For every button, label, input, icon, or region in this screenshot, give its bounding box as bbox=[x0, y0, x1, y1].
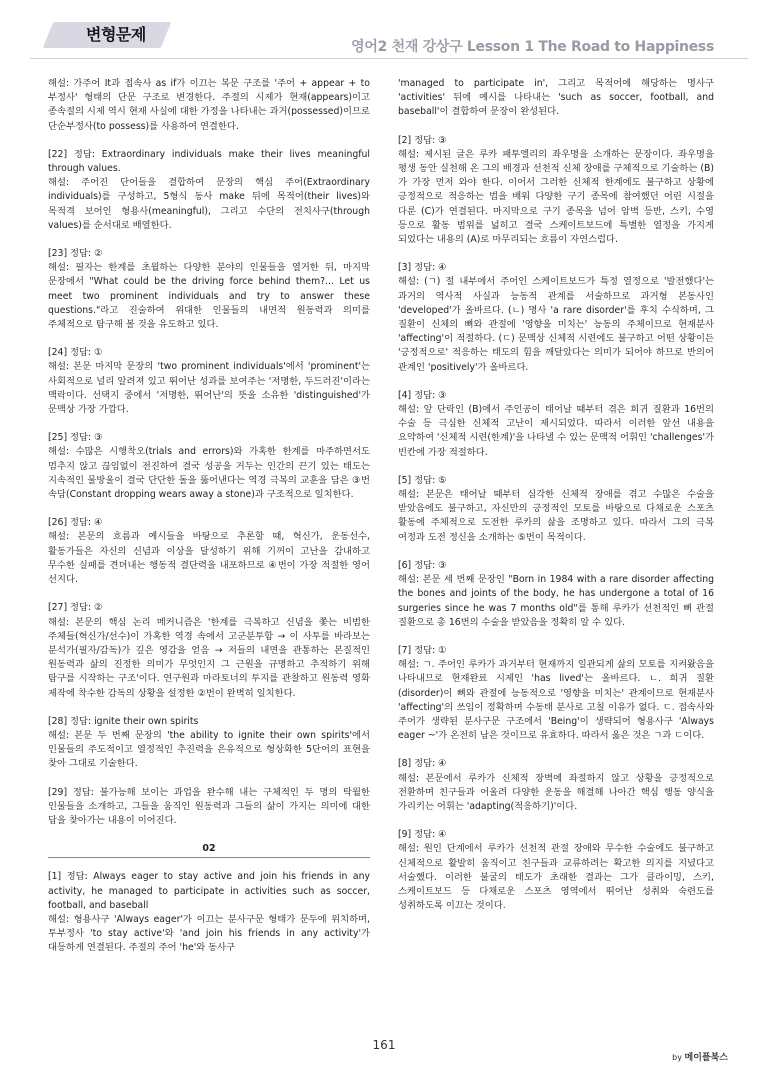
answer-line: [4] 정답: ③ bbox=[398, 389, 447, 401]
header-badge: 변형문제 bbox=[86, 25, 146, 44]
answer-item bbox=[398, 77, 714, 120]
explanation-text: 해설: 본문 세 번째 문장인 "Born in 1984 with a rare disorder affecting the bones and joints of the body, he has undergone a total of 16 surgeries since he was 7 months old"를 통해 루카가 선천적인 뼈 관절 질환으로 총 16번의 수술을 받았음을 정확히 알 수 있다. bbox=[398, 574, 714, 628]
publisher-prefix: by bbox=[672, 1053, 682, 1062]
explanation-text: 해설: 본문은 태어날 때부터 심각한 신체적 장애를 겪고 수많은 수술을 받았음에도 불구하고, 자신만의 긍정적인 모토를 바탕으로 다채로운 스포츠 활동에 주체적으로 도전한 루카의 삶을 조명하고 있다. 따라서 그의 극복 여정과 도전 정신을 소개하는 ⑤번이 목적이다. bbox=[398, 489, 714, 543]
right-column bbox=[398, 77, 714, 927]
answer-item bbox=[398, 261, 714, 375]
explanation-text: 해설: 수많은 시행착오(trials and errors)와 가혹한 한계를 마주하면서도 멈추지 않고 끊임없이 전진하여 결국 성공을 거두는 인간의 끈기 있는 태도는 지속적인 물방울이 결국 단단한 돌을 뚫어낸다는 역경 극복의 교훈을 담은 ③번 속담(Constant dropping wears away a stone)과 구조적으로 일치한다. bbox=[48, 446, 370, 501]
answer-item bbox=[398, 134, 714, 248]
answer-item bbox=[48, 870, 370, 955]
explanation-text: 해설: 원인 단계에서 루카가 선천적 관절 장애와 무수한 수술에도 불구하고 신체적으로 활발히 움직이고 친구들과 교류하려는 확고한 의지를 지녔다고 서술했다. 이러한 불굴의 태도가 초래한 결과는 그가 클라이밍, 스키, 스케이트보드 등 다채로운 스포츠 영역에서 뛰어난 성취와 숙련도를 성취하도록 이끄는 것이다. bbox=[398, 843, 714, 912]
answer-item bbox=[48, 715, 370, 772]
answer-item bbox=[48, 786, 370, 829]
answer-item bbox=[48, 431, 370, 502]
answer-item bbox=[398, 474, 714, 545]
section-divider: 02 bbox=[48, 842, 370, 856]
publisher-name: 메이플북스 bbox=[684, 1053, 728, 1063]
page-number: 161 bbox=[372, 1038, 396, 1052]
answer-item bbox=[398, 389, 714, 460]
answer-item bbox=[398, 828, 714, 913]
answer-line: [23] 정답: ② bbox=[48, 248, 103, 260]
answer-item bbox=[48, 516, 370, 587]
explanation-text: 해설: 앞 단락인 (B)에서 주인공이 태어날 때부터 겪은 희귀 질환과 16번의 수술 등 극심한 신체적 고난이 제시되었다. 따라서 이러한 앞선 내용을 요약하여 '신체적 시련(한계)'을 나타낼 수 있는 문맥적 어휘인 'challenges'가 빈칸에 가장 적절하다. bbox=[398, 404, 714, 458]
answer-item bbox=[48, 148, 370, 233]
explanation-text: 해설: 가주어 It과 접속사 as if가 이끄는 복문 구조를 '주어 + appear + to 부정사' 형태의 단문 구조로 변경한다. 주절의 시제가 현재(appears)이고 종속절의 시제 역시 현재 사실에 대한 가정을 나타내는 과거(possessed)이므로 단순부정사(to possess)를 사용하여 연결한다. bbox=[48, 78, 370, 132]
lesson-title: 영어2 천재 강상구 Lesson 1 The Road to Happiness bbox=[351, 39, 714, 55]
page-header bbox=[0, 0, 768, 62]
answer-line: [6] 정답: ③ bbox=[398, 559, 447, 571]
answer-item bbox=[48, 346, 370, 417]
explanation-text: 해설: (ㄱ) 절 내부에서 주어인 스케이트보드가 특정 열정으로 '발전했다'는 과거의 역사적 사실과 능동적 관계를 서술하므로 과거형 본동사인 'developed'가 올바르다. (ㄴ) 명사 'a rare disorder'를 후치 수식하며, 그 질환이 신체의 뼈와 관절에 '영향을 미치는' 능동의 주체이므로 현재분사 'affecting'이 적절하다. (ㄷ) 문맥상 신체적 시련에도 불구하고 어떤 상황이든 '긍정적으로' 적응하는 태도의 힘을 깨달았다는 의미가 되어야 하므로 반의어 관계인 'positively'가 올바르다. bbox=[398, 276, 714, 373]
answer-item bbox=[48, 601, 370, 700]
answer-line: [1] 정답: Always eager to stay active and join his friends in any activity, he managed to participate in activities such as soccer, football, and baseball bbox=[48, 871, 370, 911]
answer-line: [28] 정답: ignite their own spirits bbox=[48, 715, 199, 727]
answer-line: [5] 정답: ⑤ bbox=[398, 474, 447, 486]
explanation-text: 해설: 필자는 한계를 초월하는 다양한 분야의 인물들을 열거한 뒤, 마지막 문장에서 "What could be the driving force behind them?... Let us meet two prominent individuals and try to answer these questions."라고 진술하여 위대한 인물들의 내면적 원동력과 의미를 주체적으로 탐구해 볼 것을 유도하고 있다. bbox=[48, 262, 370, 331]
answer-item bbox=[398, 644, 714, 743]
explanation-text: 해설: 제시된 글은 루카 패투엘리의 좌우명을 소개하는 문장이다. 좌우명을 평생 동안 실천해 온 그의 배경과 선천적 신체 장애를 구체적으로 기술하는 (B)가 가장 먼저 와야 한다. 이어서 그러한 신체적 한계에도 불구하고 상황에 긍정적으로 적응하는 법을 배워 다양한 구기 종목에 참여했던 어린 시절을 다룬 (C)가 연결된다. 마지막으로 구기 종목을 넘어 암벽 등반, 스키, 수영 등으로 활동 범위를 넓히고 결국 스케이트보드에 특별한 열정을 가지게 되었다는 내용의 (A)로 마무리되는 흐름이 자연스럽다. bbox=[398, 148, 714, 246]
explanation-text: 해설: 주어진 단어들을 결합하여 문장의 핵심 주어(Extraordinary individuals)를 구성하고, 5형식 동사 make 뒤에 목적어(their lives)와 목적격 보어인 형용사(meaningful), 그리고 수단의 전치사구(through values)를 순서대로 배열한다. bbox=[48, 177, 370, 231]
answer-line: [27] 정답: ② bbox=[48, 602, 103, 614]
explanation-text: 해설: 본문 두 번째 문장의 'the ability to ignite their own spirits'에서 인물들의 주도적이고 열정적인 추진력을 은유적으로 형상화한 5단어의 표현을 찾아 그대로 기술한다. bbox=[48, 729, 370, 770]
explanation-text: 해설: 본문의 핵심 논리 메커니즘은 '한계를 극복하고 신념을 쫓는 비범한 주체들(혁신가/선수)이 가혹한 역경 속에서 고군분투함 → 이 사투를 바라보는 분석가(필자/감독)가 깊은 영감을 얻음 → 저들의 내면을 관통하는 본질적인 원동력과 삶의 진정한 의미가 무엇인지 그 근원을 규명하고 추적하기 위해 탐구를 시작하는 구조'이다. 연구원과 마라토너의 투지를 관찰하고 원동력 영화 제작에 착수한 감독의 상황을 설정한 ②번이 완벽히 일치한다. bbox=[48, 616, 370, 699]
answer-line: [22] 정답: Extraordinary individuals make their lives meaningful through values. bbox=[48, 148, 370, 175]
answer-item bbox=[398, 757, 714, 814]
answer-line: [26] 정답: ④ bbox=[48, 517, 103, 529]
explanation-text: 해설: 본문에서 루카가 신체적 장벽에 좌절하지 않고 상황을 긍정적으로 전환하며 친구들과 어울려 다양한 운동을 해결해 나아간 핵심 행동 양식을 가리키는 어휘는 'adapting(적응하기)'이다. bbox=[398, 772, 714, 812]
answer-line: [9] 정답: ④ bbox=[398, 829, 447, 841]
explanation-text: 'managed to participate in', 그리고 목적어에 해당하는 명사구 'activities' 뒤에 예시를 나타내는 'such as soccer, football, and baseball'이 결합하여 문장이 완성된다. bbox=[398, 78, 714, 118]
answer-line: [8] 정답: ④ bbox=[398, 758, 447, 770]
explanation-text: 해설: ㄱ. 주어인 루카가 과거부터 현재까지 일관되게 삶의 모토를 지켜왔음을 나타내므로 현재완료 시제인 'has lived'는 올바르다. ㄴ. 희귀 질환(disorder)이 뼈와 관절에 능동적으로 '영향을 미치는' 관계이므로 현재분사 'affecting'의 쓰임이 정확하며 수동태 분사로 고칠 이유가 없다. ㄷ. 접속사와 주어가 생략된 분사구문 구조에서 'Being'이 생략되어 형용사구 'Always eager ~'가 온전히 남은 것이므로 유효하다. 따라서 옳은 것은 ㄱ과 ㄷ이다. bbox=[398, 659, 714, 742]
explanation-text: 해설: 본문 마지막 문장의 'two prominent individuals'에서 'prominent'는 사회적으로 널리 알려져 있고 뛰어난 성과를 보여주는 '저명한, 두드러진'이라는 맥락이다. 선택지 중에서 '저명한, 뛰어난'의 뜻을 소유한 'distinguished'가 문맥상 가장 가깝다. bbox=[48, 361, 370, 416]
explanation-text: 해설: 본문의 흐름과 예시들을 바탕으로 추론할 때, 혁신가, 운동선수, 활동가들은 자신의 신념과 이상을 달성하기 위해 기꺼이 고난을 감내하고 무수한 실패를 견뎌내는 행동적 결단력을 내포하므로 ④번이 가장 적절한 영어 선지다. bbox=[48, 531, 370, 586]
answer-line: [2] 정답: ③ bbox=[398, 134, 447, 146]
explanation-text: [29] 정답: 불가능해 보이는 과업을 완수해 내는 구체적인 두 명의 탁월한 인물들을 소개하고, 그들을 움직인 원동력과 그들의 삶이 가지는 의미에 대한 답을 찾아가는 내용이 이어진다. bbox=[48, 786, 370, 826]
answer-line: [7] 정답: ① bbox=[398, 644, 447, 656]
header-divider bbox=[30, 58, 748, 59]
left-column bbox=[48, 77, 370, 970]
answer-line: [25] 정답: ③ bbox=[48, 432, 103, 444]
publisher-credit bbox=[672, 1050, 728, 1063]
answer-item bbox=[48, 77, 370, 134]
answer-line: [3] 정답: ④ bbox=[398, 262, 447, 274]
answer-item bbox=[398, 559, 714, 630]
answer-item bbox=[48, 247, 370, 332]
explanation-text: 해설: 형용사구 'Always eager'가 이끄는 분사구문 형태가 문두에 위치하며, 투부정사 'to stay active'와 'and join his friends in any activity'가 대등하게 연결된다. 주절의 주어 'he'와 동사구 bbox=[48, 913, 370, 954]
answer-line: [24] 정답: ① bbox=[48, 347, 103, 359]
